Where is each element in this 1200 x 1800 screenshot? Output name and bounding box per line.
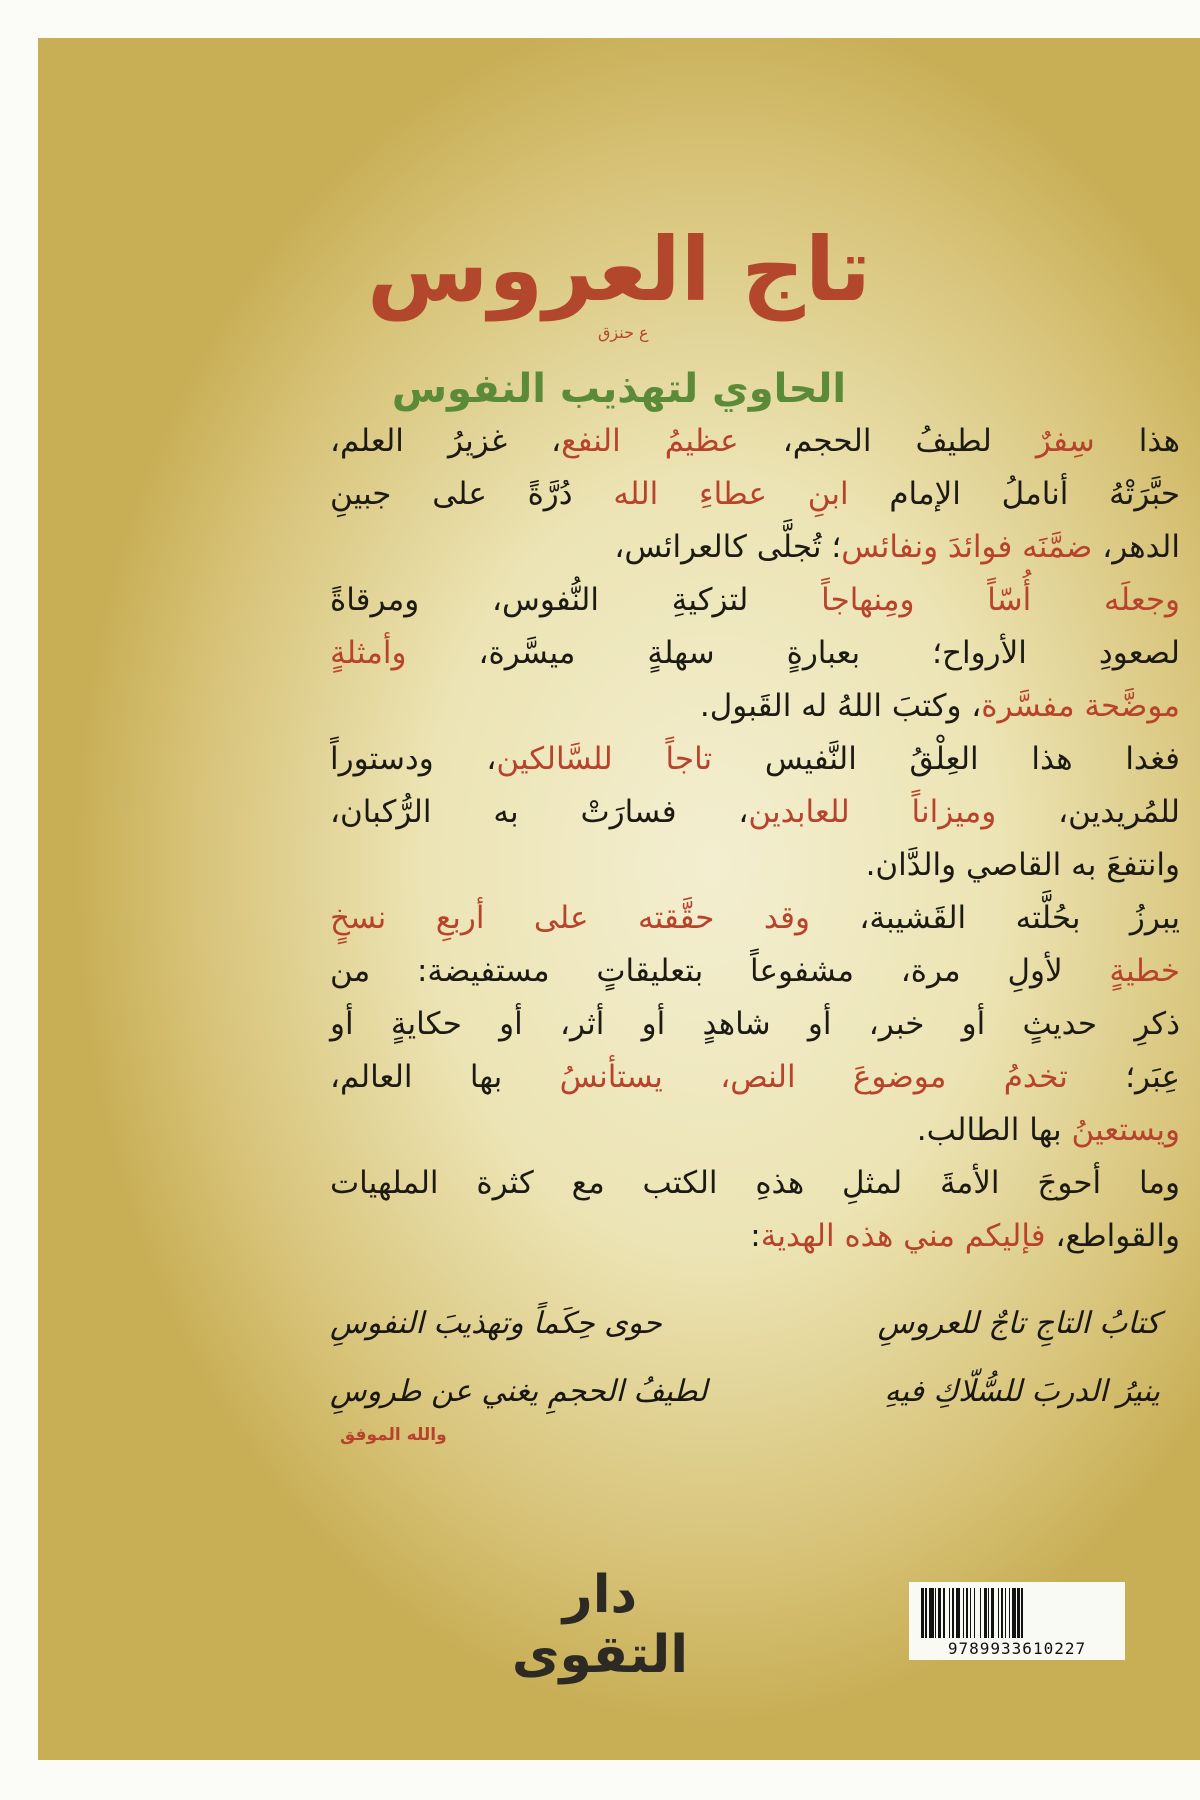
poem-verse	[330, 1358, 1160, 1426]
text-line	[330, 998, 1180, 1051]
text-segment: ، ودستوراً	[330, 741, 497, 777]
text-line	[330, 415, 1180, 468]
poem-verse	[330, 1290, 1160, 1358]
poem	[330, 1290, 1160, 1426]
text-segment: عِبَر؛	[1067, 1059, 1180, 1095]
author-mark: ع حنزق	[598, 323, 649, 342]
closing-signature: والله الموفق	[340, 1425, 447, 1445]
highlighted-text: وقد حقَّقته على أربعِ نسخٍ	[330, 900, 810, 936]
isbn-number: 9789933610227	[947, 1639, 1087, 1658]
highlighted-text: تاجاً للسَّالكين	[496, 741, 713, 777]
text-segment: دُرَّةً على جبينِ	[330, 476, 614, 512]
text-segment: ، فسارَتْ به الرُّكبان،	[330, 794, 749, 830]
text-segment: وانتفعَ به القاصي والدَّان.	[865, 847, 1180, 883]
text-line	[330, 627, 1180, 680]
text-segment: ، وكتبَ اللهُ له القَبول.	[699, 688, 982, 724]
text-segment: لطيفُ الحجم،	[738, 423, 1036, 459]
highlighted-text: تخدمُ موضوعَ النص، يستأنسُ	[559, 1059, 1068, 1095]
text-line	[330, 1051, 1180, 1104]
hemistich: ينيرُ الدربَ للسُّلّاكِ فيهِ	[884, 1374, 1160, 1409]
highlighted-text: ضمَّنَه فوائدَ ونفائس	[841, 529, 1093, 565]
isbn-barcode	[909, 1582, 1125, 1660]
text-segment: والقواطع،	[1045, 1218, 1180, 1254]
text-line	[330, 1104, 1180, 1157]
text-line	[330, 892, 1180, 945]
barcode-bar	[1023, 1588, 1026, 1638]
text-segment: يبرزُ بحُلَّته القَشيبة،	[809, 900, 1180, 936]
highlighted-text: عظيمُ النفع	[561, 423, 739, 459]
highlighted-text: وجعلَه أُسّاً ومِنهاجاً	[821, 582, 1181, 618]
text-segment: فغدا هذا العِلْقُ النَّفيس	[712, 741, 1180, 777]
highlighted-text: ويستعينُ	[1071, 1112, 1180, 1148]
publisher-logo: دار التقوى	[511, 1565, 689, 1685]
highlighted-text: وأمثلةٍ	[330, 635, 407, 671]
text-line	[330, 786, 1180, 839]
text-segment: حبَّرَتْهُ أناملُ الإمام	[848, 476, 1180, 512]
text-line	[330, 574, 1180, 627]
text-line	[330, 468, 1180, 521]
highlighted-text: وميزاناً للعابدين	[748, 794, 997, 830]
text-segment: هذا	[1094, 423, 1180, 459]
text-line	[330, 945, 1180, 998]
text-segment: بها الطالب.	[916, 1112, 1072, 1148]
text-segment: لتزكيةِ النُّفوس، ومرقاةً	[330, 582, 822, 618]
highlighted-text: ابنِ عطاءِ الله	[613, 476, 849, 512]
book-title: تاج العروس	[367, 218, 871, 321]
highlighted-text: سِفرٌ	[1035, 423, 1095, 459]
hemistich: حوى حِكَماً وتهذيبَ النفوسِ	[330, 1306, 662, 1341]
text-segment: الدهر،	[1092, 529, 1180, 565]
blurb-text	[330, 415, 1180, 1263]
text-segment: لأولِ مرة، مشفوعاً بتعليقاتٍ مستفيضة: من	[330, 953, 1110, 989]
text-line	[330, 1157, 1180, 1210]
book-subtitle: الحاوي لتهذيب النفوس	[391, 366, 847, 412]
text-segment: ، غزيرُ العلم،	[330, 423, 562, 459]
barcode-bars	[921, 1588, 1113, 1638]
highlighted-text: خطيةٍ	[1109, 953, 1180, 989]
text-line	[330, 839, 1180, 892]
text-segment: ؛ تُجلَّى كالعرائس،	[614, 529, 842, 565]
text-segment: :	[750, 1218, 761, 1254]
highlighted-text: موضَّحة مفسَّرة	[981, 688, 1180, 724]
text-segment: لصعودِ الأرواح؛ بعبارةٍ سهلةٍ ميسَّرة،	[406, 635, 1180, 671]
text-line	[330, 733, 1180, 786]
highlighted-text: فإليكم مني هذه الهدية	[760, 1218, 1046, 1254]
text-line	[330, 521, 1180, 574]
text-segment: للمُريدين،	[996, 794, 1180, 830]
text-segment: ذكرِ حديثٍ أو خبر، أو شاهدٍ أو أثر، أو حكايةٍ أو	[330, 1006, 1180, 1042]
hemistich: لطيفُ الحجمِ يغني عن طروسِ	[330, 1374, 708, 1409]
text-segment: بها العالم،	[330, 1059, 560, 1095]
text-line	[330, 680, 1180, 733]
hemistich: كتابُ التاجِ تاجٌ للعروسِ	[877, 1306, 1160, 1341]
text-segment: وما أحوجَ الأمةَ لمثلِ هذهِ الكتب مع كثرة الملهيات	[330, 1165, 1180, 1201]
text-line	[330, 1210, 1180, 1263]
